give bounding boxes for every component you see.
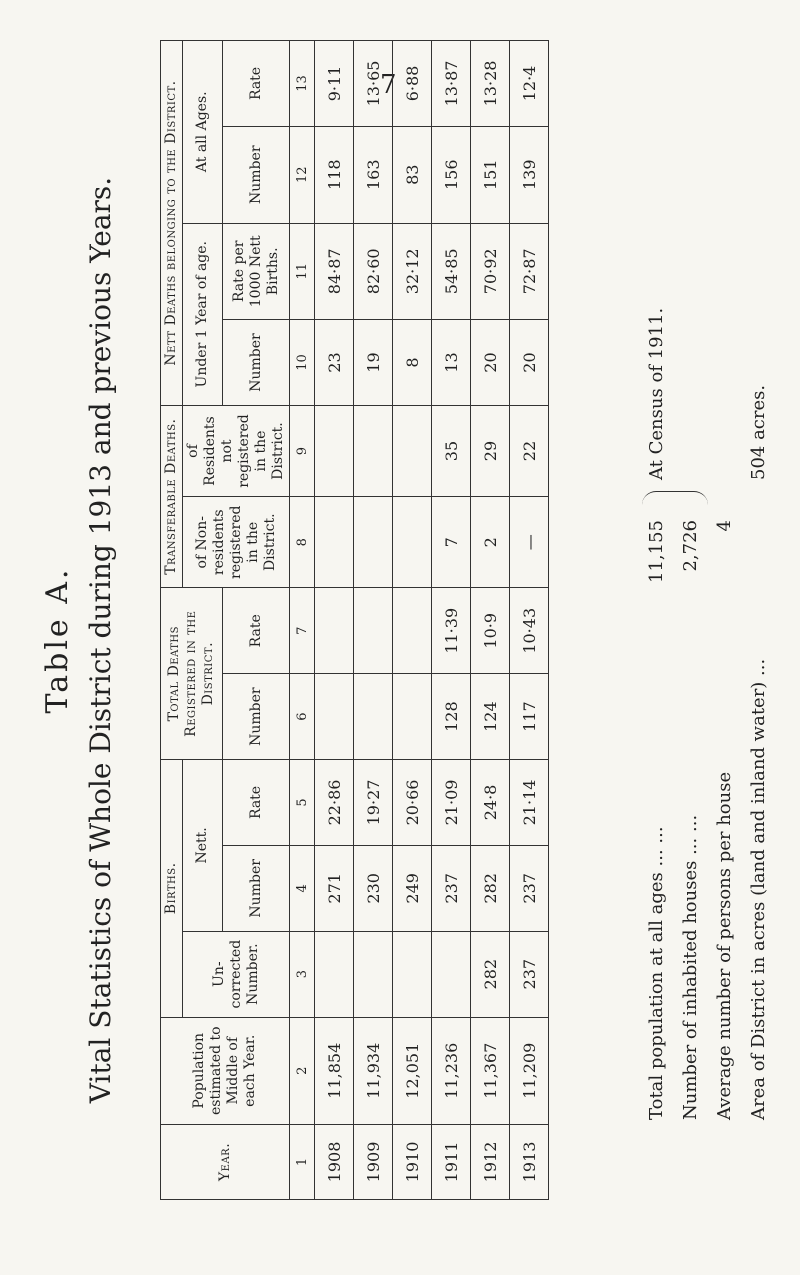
cell-year: 1910: [393, 1124, 432, 1199]
cell-non-residents: [393, 497, 432, 588]
cell-under1-rate: 82·60: [354, 223, 393, 320]
cell-population: 11,236: [432, 1017, 471, 1124]
header-all-number: Number: [223, 126, 290, 223]
table-title: Vital Statistics of Whole District during 1913 and previous Years.: [84, 176, 117, 1104]
table-row: [432, 41, 471, 1200]
table-row: [471, 41, 510, 1200]
header-births-nett: Nett.: [183, 760, 223, 932]
column-number: 12: [290, 126, 315, 223]
cell-under1-rate: 54·85: [432, 223, 471, 320]
cell-under1-rate: 84·87: [315, 223, 354, 320]
cell-deaths-rate: [393, 588, 432, 674]
cell-residents: 35: [432, 405, 471, 496]
header-residents: of Residents not registered in the District.: [183, 405, 290, 496]
column-number-row: [290, 41, 315, 1200]
census-population-value: 11,155: [646, 520, 667, 583]
cell-under1-rate: 70·92: [471, 223, 510, 320]
cell-residents: [393, 405, 432, 496]
cell-residents: 22: [510, 405, 549, 496]
cell-births-rate: 21·09: [432, 760, 471, 846]
cell-year: 1908: [315, 1124, 354, 1199]
header-all-rate: Rate: [223, 41, 290, 127]
census-population-row: [640, 120, 674, 1120]
census-area-value: 504 acres.: [748, 384, 769, 480]
cell-year: 1911: [432, 1124, 471, 1199]
rotated-table-page: [40, 40, 800, 1240]
cell-year: 1912: [471, 1124, 510, 1199]
page-number: 7: [380, 70, 397, 100]
cell-uncorrected: [315, 931, 354, 1017]
header-deaths-rate: Rate: [223, 588, 290, 674]
header-births: Births.: [161, 760, 183, 1018]
column-number: 11: [290, 223, 315, 320]
census-notes: [640, 120, 776, 1120]
header-non-residents: of Non-residents registered in the District.: [183, 497, 290, 588]
cell-all-rate: 13·28: [471, 41, 510, 127]
column-number: 3: [290, 931, 315, 1017]
cell-births-number: 282: [471, 845, 510, 931]
column-number: 7: [290, 588, 315, 674]
table-row: [510, 41, 549, 1200]
census-population-label: Total population at all ages ... ...: [646, 826, 667, 1120]
header-under1-rate: Rate per 1000 Nett Births.: [223, 223, 290, 320]
census-persons-row: [708, 120, 742, 1120]
cell-all-number: 139: [510, 126, 549, 223]
census-area-row: [742, 120, 776, 1120]
census-houses-row: [674, 120, 708, 1120]
cell-under1-rate: 72·87: [510, 223, 549, 320]
cell-under1-number: 20: [471, 320, 510, 406]
cell-non-residents: [354, 497, 393, 588]
header-under-1-year: Under 1 Year of age.: [183, 223, 223, 405]
cell-year: 1909: [354, 1124, 393, 1199]
census-houses-value: 2,726: [680, 520, 701, 572]
cell-non-residents: 2: [471, 497, 510, 588]
header-nett-deaths: Nett Deaths belonging to the District.: [161, 41, 183, 406]
column-number: 13: [290, 41, 315, 127]
census-houses-label: Number of inhabited houses ... ...: [680, 814, 701, 1120]
table-heading: [40, 40, 130, 1240]
cell-deaths-rate: 10·43: [510, 588, 549, 674]
vital-statistics-table: [160, 40, 549, 1200]
table-row: [315, 41, 354, 1200]
header-year: Year.: [161, 1124, 290, 1199]
cell-year: 1913: [510, 1124, 549, 1199]
cell-births-number: 237: [510, 845, 549, 931]
cell-births-number: 237: [432, 845, 471, 931]
cell-deaths-number: [315, 674, 354, 760]
column-number: 1: [290, 1124, 315, 1199]
table-row: [393, 41, 432, 1200]
cell-deaths-number: 117: [510, 674, 549, 760]
cell-uncorrected: 282: [471, 931, 510, 1017]
cell-uncorrected: [393, 931, 432, 1017]
column-number: 5: [290, 760, 315, 846]
cell-residents: [315, 405, 354, 496]
cell-deaths-rate: 11·39: [432, 588, 471, 674]
cell-deaths-rate: [354, 588, 393, 674]
cell-population: 11,209: [510, 1017, 549, 1124]
table-row: [354, 41, 393, 1200]
cell-deaths-rate: [315, 588, 354, 674]
cell-non-residents: —: [510, 497, 549, 588]
table-label: Table A.: [40, 566, 75, 714]
cell-births-number: 271: [315, 845, 354, 931]
cell-under1-rate: 32·12: [393, 223, 432, 320]
cell-population: 11,854: [315, 1017, 354, 1124]
cell-all-number: 118: [315, 126, 354, 223]
cell-births-rate: 24·8: [471, 760, 510, 846]
header-row-1: [161, 41, 183, 1200]
census-note: At Census of 1911.: [646, 307, 667, 480]
column-number: 10: [290, 320, 315, 406]
cell-births-number: 230: [354, 845, 393, 931]
cell-deaths-number: 128: [432, 674, 471, 760]
cell-uncorrected: 237: [510, 931, 549, 1017]
cell-non-residents: 7: [432, 497, 471, 588]
cell-uncorrected: [354, 931, 393, 1017]
census-area-label: Area of District in acres (land and inland water) ...: [748, 658, 769, 1120]
cell-population: 12,051: [393, 1017, 432, 1124]
cell-under1-number: 20: [510, 320, 549, 406]
cell-all-rate: 13·65: [354, 41, 393, 127]
column-number: 9: [290, 405, 315, 496]
census-persons-value: 4: [714, 520, 735, 532]
cell-under1-number: 8: [393, 320, 432, 406]
column-number: 2: [290, 1017, 315, 1124]
cell-population: 11,367: [471, 1017, 510, 1124]
cell-residents: 29: [471, 405, 510, 496]
cell-uncorrected: [432, 931, 471, 1017]
column-number: 4: [290, 845, 315, 931]
column-number: 8: [290, 497, 315, 588]
cell-deaths-number: [354, 674, 393, 760]
header-transferable-deaths: Transferable Deaths.: [161, 405, 183, 587]
cell-births-rate: 21·14: [510, 760, 549, 846]
cell-all-rate: 6·88: [393, 41, 432, 127]
census-persons-label: Average number of persons per house: [714, 771, 735, 1120]
cell-under1-number: 23: [315, 320, 354, 406]
cell-all-rate: 9·11: [315, 41, 354, 127]
cell-all-number: 156: [432, 126, 471, 223]
cell-non-residents: [315, 497, 354, 588]
header-births-number: Number: [223, 845, 290, 931]
cell-all-number: 83: [393, 126, 432, 223]
cell-residents: [354, 405, 393, 496]
cell-deaths-rate: 10·9: [471, 588, 510, 674]
cell-under1-number: 19: [354, 320, 393, 406]
brace-mark: [642, 491, 708, 510]
cell-all-rate: 12·4: [510, 41, 549, 127]
header-uncorrected-number: Un-corrected Number.: [183, 931, 290, 1017]
cell-deaths-number: 124: [471, 674, 510, 760]
cell-births-rate: 20·66: [393, 760, 432, 846]
header-at-all-ages: At all Ages.: [183, 41, 223, 224]
cell-deaths-number: [393, 674, 432, 760]
cell-all-rate: 13·87: [432, 41, 471, 127]
cell-population: 11,934: [354, 1017, 393, 1124]
header-births-rate: Rate: [223, 760, 290, 846]
header-total-deaths: Total Deaths Registered in the District.: [161, 588, 223, 760]
cell-all-number: 163: [354, 126, 393, 223]
cell-all-number: 151: [471, 126, 510, 223]
cell-births-number: 249: [393, 845, 432, 931]
cell-births-rate: 22·86: [315, 760, 354, 846]
header-under1-number: Number: [223, 320, 290, 406]
column-number: 6: [290, 674, 315, 760]
cell-births-rate: 19·27: [354, 760, 393, 846]
header-deaths-number: Number: [223, 674, 290, 760]
cell-under1-number: 13: [432, 320, 471, 406]
header-population: Population estimated to Middle of each Year.: [161, 1017, 290, 1124]
